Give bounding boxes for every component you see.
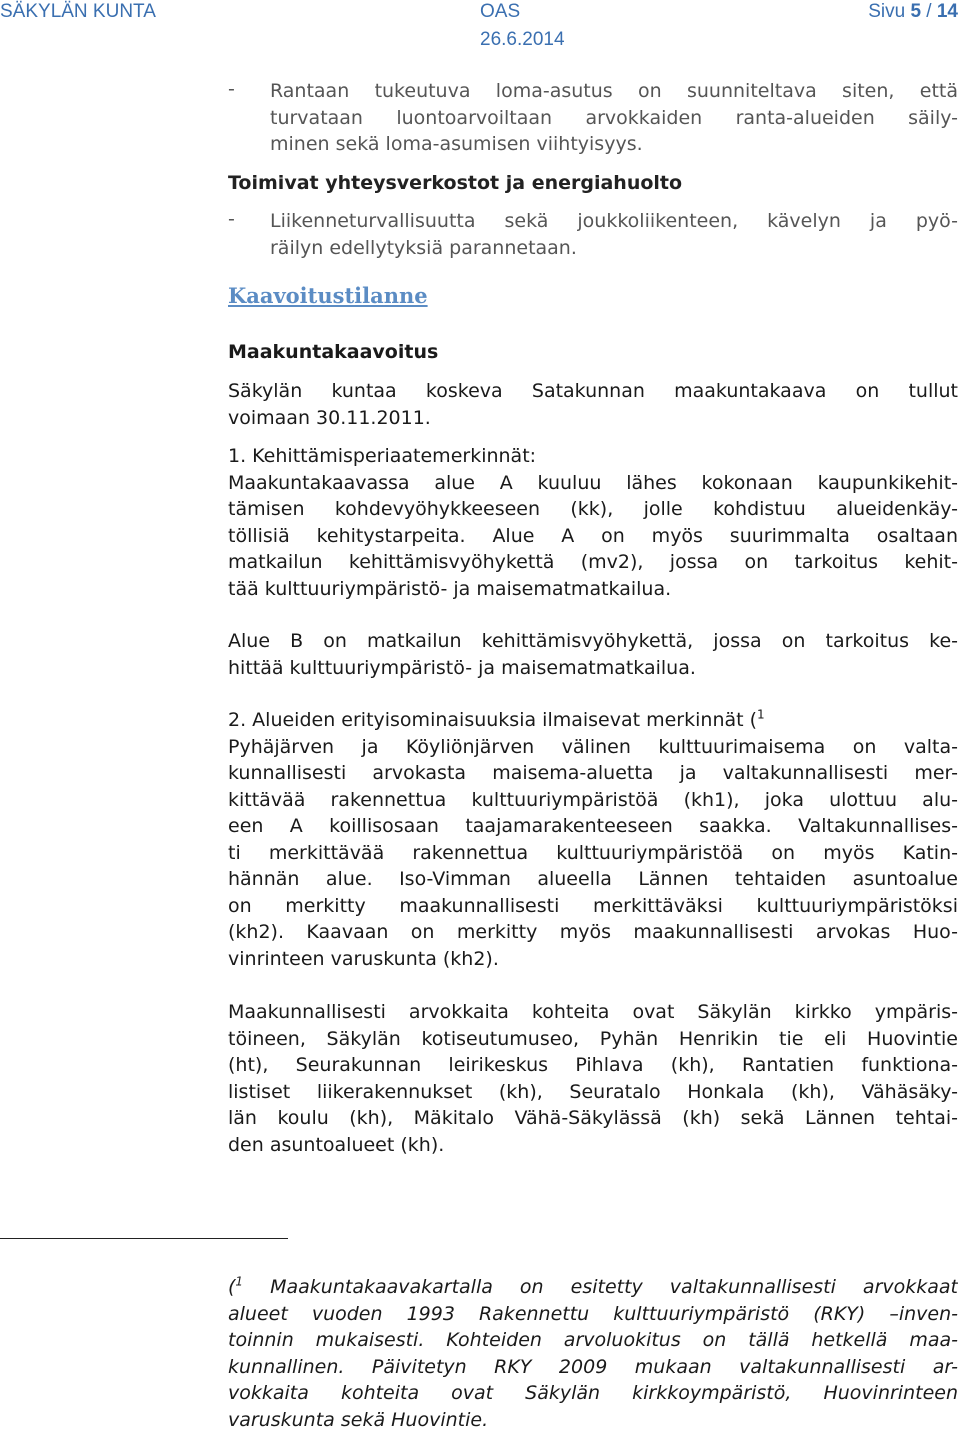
text-line: toinnin mukaisesti. Kohteiden arvoluokitus on tällä hetkellä maa- <box>228 1327 958 1354</box>
text-line: 1. Kehittämisperiaatemerkinnät: <box>228 443 958 470</box>
text-line: töineen, Säkylän kotiseutumuseo, Pyhän Henrikin tie eli Huovintie <box>228 1026 958 1053</box>
footnote-marker: 1 <box>235 1275 243 1289</box>
text-line: räilyn edellytyksiä parannetaan. <box>270 235 958 262</box>
text-line: voimaan 30.11.2011. <box>228 405 958 432</box>
paragraph-valuable-sites <box>228 999 958 1158</box>
text-line: kunnallinen. Päivitetyn RKY 2009 mukaan valtakunnallisesti ar- <box>228 1354 958 1381</box>
bullet-item-holiday-housing <box>270 78 958 158</box>
text-line: hittää kulttuuriympäristö- ja maisematmatkailua. <box>228 655 958 682</box>
text-line: tämisen kohdevyöhykkeeseen (kk), jolle kohdistuu alueidenkäy- <box>228 496 958 523</box>
page-total: 14 <box>937 1 958 22</box>
paragraph-special-features <box>228 707 958 972</box>
text-line: Pyhäjärven ja Köyliönjärven välinen kulttuurimaisema on valta- <box>228 734 958 761</box>
bullet-item-traffic-safety <box>270 208 958 261</box>
text-line <box>228 1274 958 1301</box>
page-current: 5 <box>910 1 921 22</box>
text-line: Liikenneturvallisuutta sekä joukkoliikenteen, kävelyn ja pyö- <box>270 208 958 235</box>
page-separator: / <box>921 1 937 22</box>
text-line: alueet vuoden 1993 Rakennettu kulttuuriympäristö (RKY) –inven- <box>228 1301 958 1328</box>
text-line: tää kulttuuriympäristö- ja maisematmatkailua. <box>228 576 958 603</box>
text-line: turvataan luontoarvoiltaan arvokkaiden ranta-alueiden säily- <box>270 105 958 132</box>
text-line: een A koillisosaan taajamarakenteeseen saakka. Valtakunnallises- <box>228 813 958 840</box>
footnote-first-text: Maakuntakaavakartalla on esitetty valtakunnallisesti arvokkaat <box>243 1276 958 1298</box>
footnote-divider <box>0 1238 288 1239</box>
footnote-open-paren: ( <box>228 1276 235 1298</box>
text-line: hännän alue. Iso-Vimman alueella Lännen tehtaiden asuntoalue <box>228 866 958 893</box>
text-line: (ht), Seurakunnan leirikeskus Pihlava (kh), Rantatien funktiona- <box>228 1052 958 1079</box>
footnote-reference[interactable]: 1 <box>757 708 765 722</box>
text-line: Säkylän kuntaa koskeva Satakunnan maakuntakaava on tullut <box>228 378 958 405</box>
paragraph-intro <box>228 378 958 431</box>
text-line: kunnallisesti arvokasta maisema-aluetta ja valtakunnallisesti mer- <box>228 760 958 787</box>
text-line: Alue B on matkailun kehittämisvyöhykettä, jossa on tarkoitus ke- <box>228 628 958 655</box>
text-line: den asuntoalueet (kh). <box>228 1132 958 1159</box>
bullet-dash: - <box>228 78 235 100</box>
text-line: vinrinteen varuskunta (kh2). <box>228 946 958 973</box>
text-line: varuskunta sekä Huovintie. <box>228 1407 958 1433</box>
text-line: Rantaan tukeutuva loma-asutus on suunniteltava siten, että <box>270 78 958 105</box>
footnote <box>228 1274 958 1433</box>
text-line <box>228 707 958 734</box>
header-date: 26.6.2014 <box>480 28 565 52</box>
text-line: ti merkittävää rakennettua kulttuuriympäristöä on myös Katin- <box>228 840 958 867</box>
para-2-first-text: 2. Alueiden erityisominaisuuksia ilmaisevat merkinnät ( <box>228 709 757 731</box>
page-prefix: Sivu <box>868 1 910 22</box>
subheading-text: Maakuntakaavoitus <box>228 339 958 366</box>
text-line: listiset liikerakennukset (kh), Seuratalo Honkala (kh), Vähäsäky- <box>228 1079 958 1106</box>
subheading <box>228 339 958 366</box>
text-line: on merkitty maakunnallisesti merkittäväksi kulttuuriympäristöksi <box>228 893 958 920</box>
text-line: (kh2). Kaavaan on merkitty myös maakunnallisesti arvokas Huo- <box>228 919 958 946</box>
header-left: SÄKYLÄN KUNTA <box>0 0 156 24</box>
bullet-dash: - <box>228 208 235 230</box>
text-line: vokkaita kohteita ovat Säkylän kirkkoympäristö, Huovinrinteen <box>228 1380 958 1407</box>
section-title-link[interactable]: Kaavoitustilanne <box>228 283 428 308</box>
text-line: län koulu (kh), Mäkitalo Vähä-Säkylässä (kh) sekä Lännen tehtai- <box>228 1105 958 1132</box>
text-line: Maakunnallisesti arvokkaita kohteita ovat Säkylän kirkko ympäris- <box>228 999 958 1026</box>
text-line: minen sekä loma-asumisen viihtyisyys. <box>270 131 958 158</box>
page-number <box>868 0 958 24</box>
header-doc-type: OAS <box>480 0 520 24</box>
text-line: Maakuntakaavassa alue A kuuluu lähes kokonaan kaupunkikehit- <box>228 470 958 497</box>
text-line: kittävää rakennettua kulttuuriympäristöä (kh1), joka ulottuu alu- <box>228 787 958 814</box>
paragraph-development-principles <box>228 443 958 602</box>
section-heading <box>228 170 958 197</box>
paragraph-area-b <box>228 628 958 681</box>
text-line: töllisiä kehitystarpeita. Alue A on myös suurimmalta osaltaan <box>228 523 958 550</box>
text-line: matkailun kehittämisvyöhykettä (mv2), jossa on tarkoitus kehit- <box>228 549 958 576</box>
heading-text: Toimivat yhteysverkostot ja energiahuolto <box>228 170 958 197</box>
